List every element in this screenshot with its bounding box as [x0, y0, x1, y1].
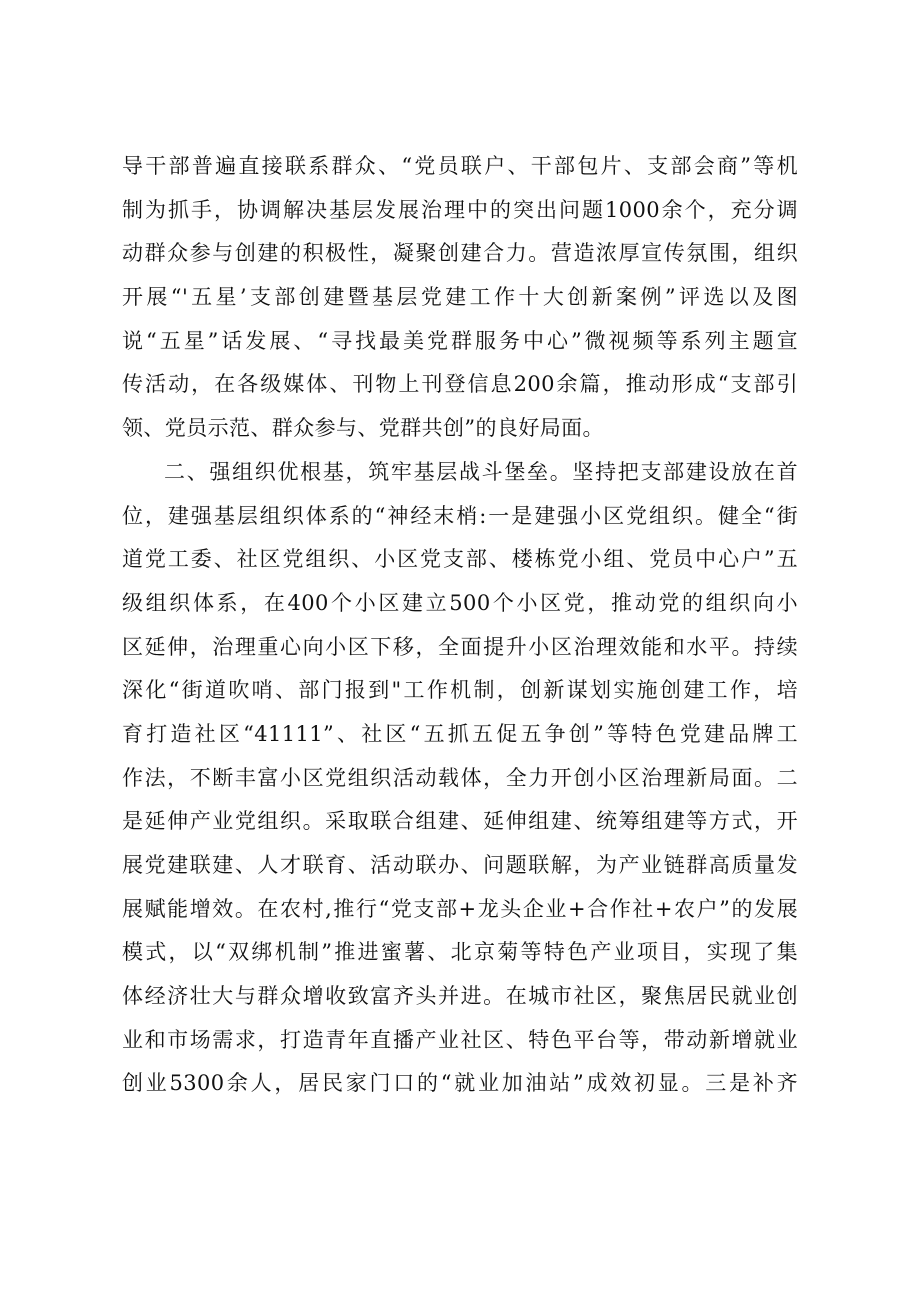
text-line: 业和市场需求，打造青年直播产业社区、特色平台等，带动新增就业	[122, 1027, 798, 1052]
text-line: 位，建强基层组织体系的“神经末梢:一是建强小区党组织。健全“街	[122, 503, 798, 528]
text-line: 体经济壮大与群众增收致富齐头并进。在城市社区，聚焦居民就业创	[122, 984, 798, 1009]
text-line: 道党工委、社区党组织、小区党支部、楼栋党小组、党员中心户”五	[122, 547, 798, 572]
text-line: 制为抓手，协调解决基层发展治理中的突出问题1000余个，充分调	[122, 197, 798, 222]
text-line: 动群众参与创建的积极性，凝聚创建合力。营造浓厚宣传氛围，组织	[122, 241, 798, 266]
text-line: 开展“'五星’支部创建暨基层党建工作十大创新案例”评选以及图	[122, 285, 798, 310]
text-line: 模式，以“双绑机制”推进蜜薯、北京菊等特色产业项目，实现了集	[122, 940, 798, 965]
text-line: 深化“街道吹哨、部门报到"工作机制，创新谋划实施创建工作，培	[122, 678, 798, 703]
text-line: 区延伸，治理重心向小区下移，全面提升小区治理效能和水平。持续	[122, 634, 798, 659]
text-line: 是延伸产业党组织。采取联合组建、延伸组建、统筹组建等方式，开	[122, 809, 798, 834]
text-line: 级组织体系，在400个小区建立500个小区党，推动党的组织向小	[122, 590, 798, 615]
text-line: 展党建联建、人才联育、活动联办、问题联解，为产业链群高质量发	[122, 853, 798, 877]
text-line: 创业5300余人，居民家门口的“就业加油站”成效初显。三是补齐	[122, 1071, 798, 1096]
text-line: 说“五星”话发展、“寻找最美党群服务中心”微视频等系列主题宣	[122, 328, 798, 353]
text-line: 展赋能增效。在农村,推行“党支部+龙头企业+合作社+农户”的发展	[122, 896, 798, 921]
text-line: 传活动，在各级媒体、刊物上刊登信息200余篇，推动形成“支部引	[122, 372, 798, 397]
body-text	[122, 145, 798, 1106]
text-line: 导干部普遍直接联系群众、“党员联户、干部包片、支部会商”等机	[122, 154, 798, 178]
section-heading-line: 二、强组织优根基，筑牢基层战斗堡垒。坚持把支部建设放在首	[164, 459, 798, 484]
text-line: 育打造社区“41111”、社区“五抓五促五争创”等特色党建品牌工	[122, 721, 798, 746]
text-line: 领、党员示范、群众参与、党群共创”的良好局面。	[122, 416, 604, 441]
text-line: 作法，不断丰富小区党组织活动载体，全力开创小区治理新局面。二	[122, 765, 798, 790]
